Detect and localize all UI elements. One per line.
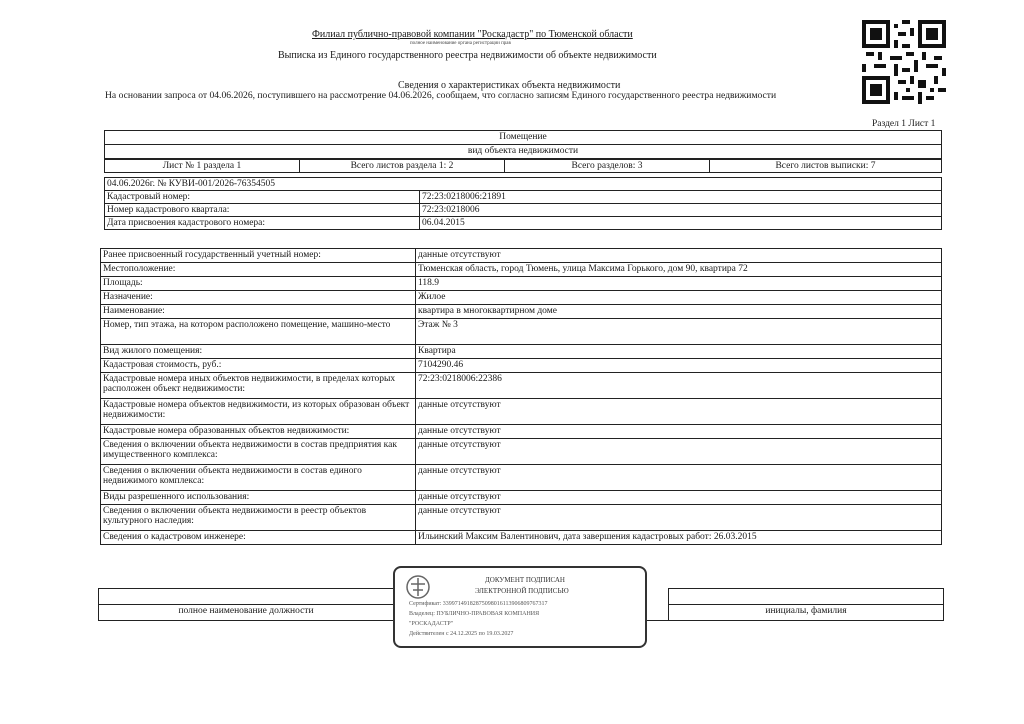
row-value: Тюменская область, город Тюмень, улица Максима Горького, дом 90, квартира 72 — [416, 263, 942, 277]
table-row — [101, 531, 942, 545]
document-title: Выписка из Единого государственного реестра недвижимости об объекте недвижимости — [278, 50, 657, 61]
row-label: Ранее присвоенный государственный учетный номер: — [101, 249, 416, 263]
section-title: Сведения о характеристиках объекта недвижимости — [398, 80, 621, 91]
stamp-title: ДОКУМЕНТ ПОДПИСАН — [485, 576, 565, 584]
row-label: Сведения о включении объекта недвижимости в состав единого недвижимого комплекса: — [101, 465, 416, 491]
stamp-validity: Действителен с 24.12.2025 по 19.03.2027 — [409, 631, 514, 637]
row-value: данные отсутствуют — [416, 505, 942, 531]
row-value: Ильинский Максим Валентинович, дата завершения кадастровых работ: 26.03.2015 — [416, 531, 942, 545]
section-sheet-label: Раздел 1 Лист 1 — [872, 119, 936, 129]
ident-label: Кадастровый номер: — [105, 191, 420, 204]
row-label: Площадь: — [101, 277, 416, 291]
row-value: 118.9 — [416, 277, 942, 291]
row-value: Этаж № 3 — [416, 319, 942, 345]
position-caption: полное наименование должности — [99, 605, 394, 621]
table-row — [101, 263, 942, 277]
stamp-certificate: Сертификат: 33997149182875098016113906809767317 — [409, 601, 548, 607]
ident-value: 72:23:0218006:21891 — [420, 191, 942, 204]
row-label: Кадастровая стоимость, руб.: — [101, 359, 416, 373]
stamp-owner: Владелец: ПУБЛИЧНО-ПРАВОВАЯ КОМПАНИЯ — [409, 611, 540, 617]
ident-label: Номер кадастрового квартала: — [105, 204, 420, 217]
org-caption: полное наименование органа регистрации прав — [410, 41, 511, 46]
object-type-caption: вид объекта недвижимости — [105, 145, 942, 159]
table-row — [101, 345, 942, 359]
row-label: Виды разрешенного использования: — [101, 491, 416, 505]
table-row — [101, 425, 942, 439]
table-row — [101, 305, 942, 319]
table-row — [101, 491, 942, 505]
row-value: 7104290.46 — [416, 359, 942, 373]
row-value: данные отсутствуют — [416, 491, 942, 505]
sheet-number: Лист № 1 раздела 1 — [105, 160, 300, 173]
stamp-owner-name: "РОСКАДАСТР" — [409, 621, 454, 627]
ident-label: Дата присвоения кадастрового номера: — [105, 217, 420, 230]
sheets-total: Всего листов выписки: 7 — [710, 160, 942, 173]
row-value: данные отсутствуют — [416, 425, 942, 439]
row-label: Наименование: — [101, 305, 416, 319]
row-value: данные отсутствуют — [416, 439, 942, 465]
row-label: Номер, тип этажа, на котором расположено помещение, машино-место — [101, 319, 416, 345]
row-value: данные отсутствуют — [416, 465, 942, 491]
row-label: Сведения о включении объекта недвижимости в состав предприятия как имущественного комплекса: — [101, 439, 416, 465]
row-label: Кадастровые номера объектов недвижимости, из которых образован объект недвижимости: — [101, 399, 416, 425]
row-value: 72:23:0218006:22386 — [416, 373, 942, 399]
table-row — [101, 399, 942, 425]
row-value: данные отсутствуют — [416, 399, 942, 425]
emblem-icon — [405, 574, 431, 600]
ident-value: 72:23:0218006 — [420, 204, 942, 217]
ident-value: 06.04.2015 — [420, 217, 942, 230]
identifiers-table — [104, 177, 942, 230]
row-label: Местоположение: — [101, 263, 416, 277]
row-label: Кадастровые номера образованных объектов недвижимости: — [101, 425, 416, 439]
stamp-subtitle: ЭЛЕКТРОННОЙ ПОДПИСЬЮ — [475, 587, 569, 595]
table-row — [101, 439, 942, 465]
request-basis: На основании запроса от 04.06.2026, поступившего на рассмотрение 04.06.2026, сообщаем, что согласно записям Единого государственного реестра недвижимости — [105, 90, 777, 101]
electronic-signature-stamp — [393, 566, 647, 648]
name-caption: инициалы, фамилия — [669, 605, 944, 621]
document-number: 04.06.2026г. № КУВИ-001/2026-76354505 — [105, 178, 942, 191]
row-value: данные отсутствуют — [416, 249, 942, 263]
table-row — [101, 465, 942, 491]
row-label: Назначение: — [101, 291, 416, 305]
sheet-info-table — [104, 159, 942, 173]
object-type: Помещение — [105, 131, 942, 145]
characteristics-table — [100, 248, 942, 545]
table-row — [101, 359, 942, 373]
table-row — [101, 319, 942, 345]
row-label: Вид жилого помещения: — [101, 345, 416, 359]
table-row — [101, 249, 942, 263]
table-row — [101, 505, 942, 531]
object-type-table — [104, 130, 942, 159]
table-row — [101, 373, 942, 399]
row-value: Жилое — [416, 291, 942, 305]
sections-total: Всего разделов: 3 — [505, 160, 710, 173]
org-name: Филиал публично-правовой компании "Роскадастр" по Тюменской области — [312, 29, 633, 40]
qr-code — [862, 20, 946, 104]
row-label: Сведения о включении объекта недвижимости в реестр объектов культурного наследия: — [101, 505, 416, 531]
row-value: Квартира — [416, 345, 942, 359]
table-row — [101, 277, 942, 291]
row-label: Кадастровые номера иных объектов недвижимости, в пределах которых расположен объект недвижимости: — [101, 373, 416, 399]
row-label: Сведения о кадастровом инженере: — [101, 531, 416, 545]
sheets-in-section: Всего листов раздела 1: 2 — [300, 160, 505, 173]
table-row — [101, 291, 942, 305]
row-value: квартира в многоквартирном доме — [416, 305, 942, 319]
